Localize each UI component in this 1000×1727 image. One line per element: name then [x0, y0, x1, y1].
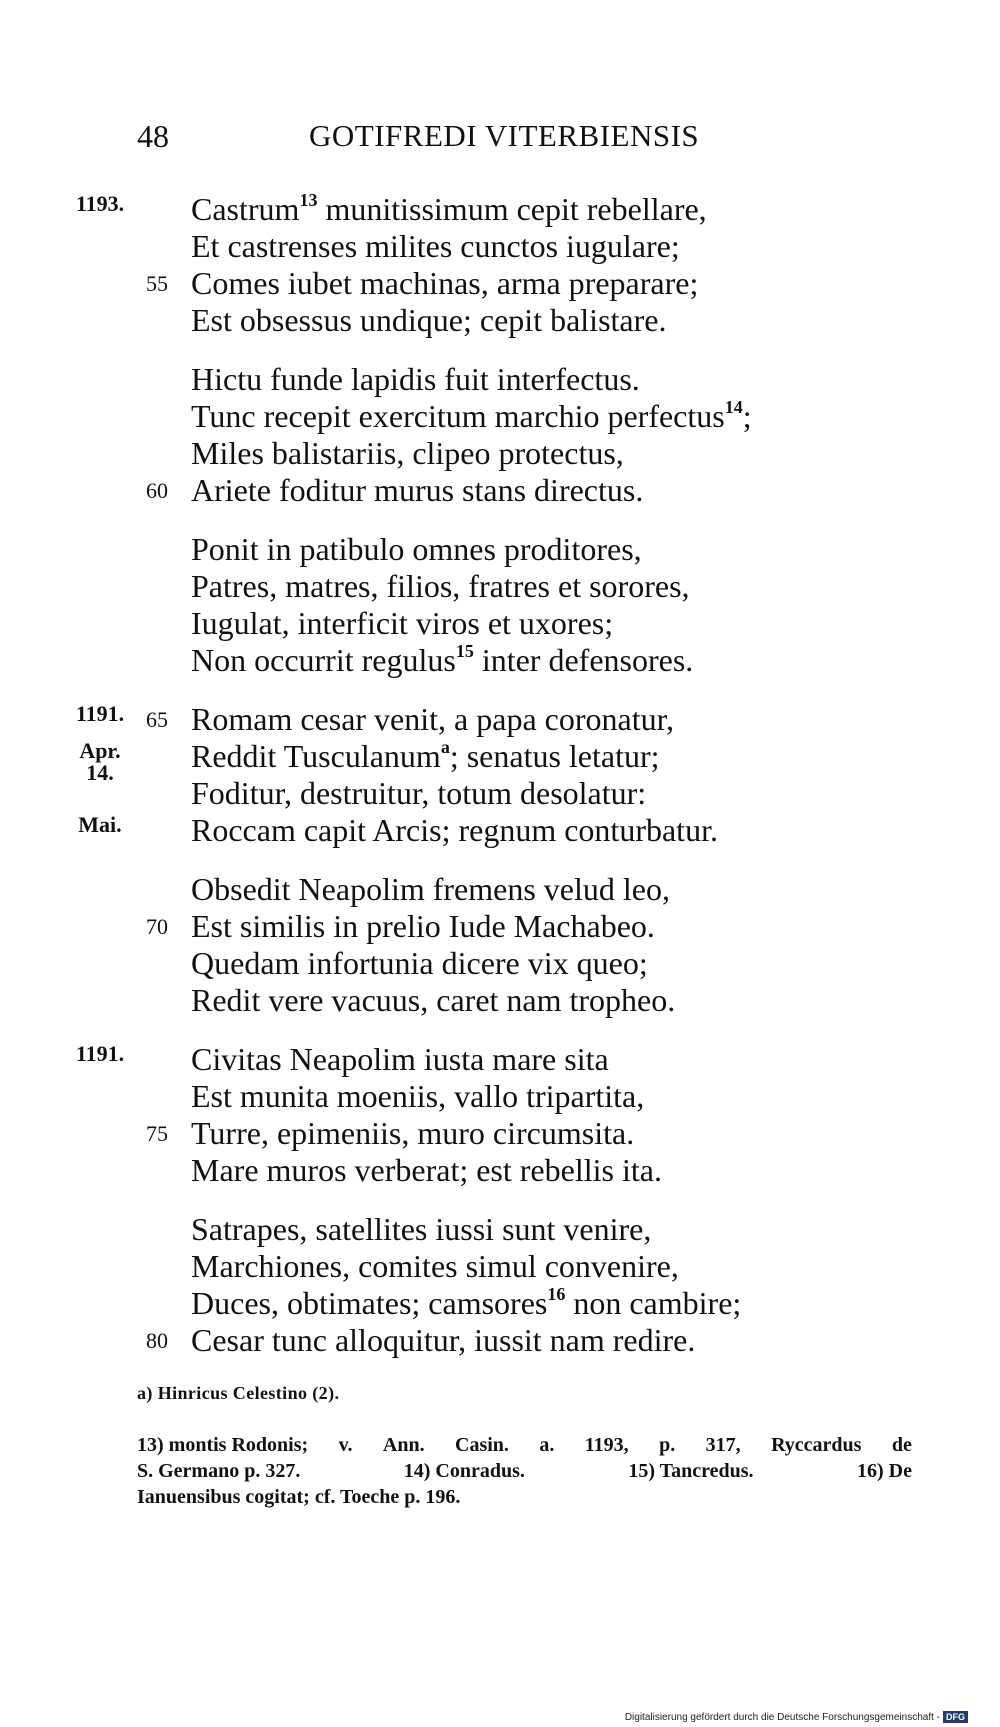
verse-text-line [191, 1248, 679, 1285]
footnote-token: 13) montis Rodonis; [137, 1434, 309, 1456]
verse-line [0, 302, 1000, 339]
marginal-date: Apr. 14. [79, 738, 121, 785]
verse-text-line [191, 775, 646, 812]
verse-line [0, 1285, 1000, 1322]
verse-text-pre: Patres, matres, filios, fratres et sorores, [191, 568, 690, 604]
footnote-text: Ianuensibus cogitat; cf. Toeche p. 196. [137, 1486, 461, 1508]
verse-line [0, 361, 1000, 398]
verse-line [0, 228, 1000, 265]
verse-text-pre: Foditur, destruitur, totum desolatur: [191, 775, 647, 811]
line-number: 80 [146, 1328, 168, 1353]
verse-text-pre: Est obsessus undique; cepit balistare. [191, 302, 667, 338]
verse-text-line [191, 228, 680, 265]
verse-line [0, 701, 1000, 738]
stanza [0, 531, 1000, 679]
page-number: 48 [137, 118, 169, 154]
verse-line [0, 1041, 1000, 1078]
verse-text-pre: Obsedit Neapolim fremens velud leo, [191, 871, 670, 907]
verse-text-pre: Cesar tunc alloquitur, iussit nam redire. [191, 1322, 696, 1358]
verse-line [0, 775, 1000, 812]
footnotes [137, 1432, 912, 1510]
footnote-line-1 [137, 1432, 912, 1458]
footnote-line-3 [137, 1484, 912, 1510]
verse-text-pre: Est munita moeniis, vallo tripartita, [191, 1078, 645, 1114]
line-number: 75 [146, 1121, 168, 1146]
verse-text-post: ; [742, 398, 752, 434]
line-number: 65 [146, 707, 168, 732]
verse-text-pre: Redit vere vacuus, caret nam tropheo. [191, 982, 676, 1018]
footnote-marker: 15 [455, 641, 474, 661]
stanza [0, 871, 1000, 1019]
verse-text-line [191, 191, 707, 228]
verse-text-post: inter defensores. [473, 642, 694, 678]
verse-line [0, 265, 1000, 302]
verse-line [0, 812, 1000, 849]
verse-text-pre: Duces, obtimates; camsores [191, 1285, 548, 1321]
marginal-date: 1191. [75, 1041, 125, 1066]
verse-text-line [191, 1285, 741, 1322]
marginal-date: 1193. [75, 191, 125, 216]
line-number: 60 [146, 478, 168, 503]
footnote-token: de [891, 1434, 912, 1456]
verse-line [0, 605, 1000, 642]
verse-text-line [191, 945, 648, 982]
footnote-token: p. [659, 1434, 676, 1456]
verse-text-line [191, 738, 660, 775]
stanza [0, 361, 1000, 509]
footnote-token: Ann. [382, 1434, 425, 1456]
verse-text-line [191, 435, 624, 472]
verse-text-pre: Ariete foditur murus stans directus. [191, 472, 644, 508]
verse-line [0, 737, 1000, 785]
verse-line [0, 945, 1000, 982]
verse-text-line [191, 701, 674, 738]
verse-text-pre: Satrapes, satellites iussi sunt venire, [191, 1211, 652, 1247]
verse-text-line [191, 871, 670, 908]
verse-text-line [191, 531, 642, 568]
verse-text-pre: Mare muros verberat; est rebellis ita. [191, 1152, 662, 1188]
verse-text-pre: Hictu funde lapidis fuit interfectus. [191, 361, 640, 397]
footnote-token: S. Germano p. 327. [137, 1460, 301, 1482]
line-number: 70 [146, 914, 168, 939]
verse-line [0, 191, 1000, 228]
footnote-token: Ryccardus [771, 1434, 862, 1456]
dfg-logo: DFG [943, 1711, 968, 1723]
verse-text-pre: Miles balistariis, clipeo protectus, [191, 435, 624, 471]
verse-line [0, 472, 1000, 509]
verse-text-pre: Ponit in patibulo omnes proditores, [191, 531, 642, 567]
digitization-credit [625, 1711, 968, 1723]
verse-line [0, 642, 1000, 679]
verse-text-pre: Civitas Neapolim iusta mare sita [191, 1041, 609, 1077]
footnote-token: 14) Conradus. [403, 1460, 525, 1482]
footnote-token: 317, [705, 1434, 741, 1456]
marginal-date: Mai. [78, 812, 122, 837]
footnote-token: a. [539, 1434, 555, 1456]
verse-text-line [191, 1078, 644, 1115]
verse-text-post: non cambire; [565, 1285, 742, 1321]
verse-text-line [191, 1211, 651, 1248]
verse-text-line [191, 605, 613, 642]
credit-text: Digitalisierung gefördert durch die Deutsche Forschungsgemeinschaft - [624, 1711, 940, 1723]
footnote-token: 1193, [584, 1434, 629, 1456]
verse-line [0, 982, 1000, 1019]
verse-text [0, 191, 1000, 1381]
verse-text-line [191, 1152, 662, 1189]
verse-text-line [191, 398, 752, 435]
verse-text-pre: Reddit Tusculanum [191, 738, 441, 774]
footnote-marker: 16 [547, 1284, 566, 1304]
line-number: 55 [146, 271, 168, 296]
stanza [0, 1041, 1000, 1189]
footnote-line-2 [137, 1458, 912, 1484]
verse-text-post: ; senatus letatur; [449, 738, 660, 774]
verse-text-line [191, 982, 675, 1019]
marginal-date: 1191. [75, 701, 125, 726]
stanza [0, 701, 1000, 849]
footnote-marker: 14 [724, 397, 743, 417]
verse-line [0, 871, 1000, 908]
verse-line [0, 1115, 1000, 1152]
verse-text-line [191, 568, 690, 605]
verse-text-pre: Turre, epimeniis, muro circumsita. [191, 1115, 635, 1151]
verse-text-line [191, 642, 693, 679]
verse-line [0, 1152, 1000, 1189]
verse-line [0, 568, 1000, 605]
verse-text-line [191, 265, 698, 302]
verse-line [0, 398, 1000, 435]
running-title: GOTIFREDI VITERBIENSIS [309, 118, 700, 153]
verse-text-line [191, 302, 666, 339]
verse-text-pre: Est similis in prelio Iude Machabeo. [191, 908, 655, 944]
stanza [0, 191, 1000, 339]
verse-text-pre: Comes iubet machinas, arma preparare; [191, 265, 699, 301]
verse-text-pre: Castrum [191, 191, 300, 227]
verse-text-pre: Marchiones, comites simul convenire, [191, 1248, 679, 1284]
verse-text-pre: Roccam capit Arcis; regnum conturbatur. [191, 812, 718, 848]
verse-text-pre: Romam cesar venit, a papa coronatur, [191, 701, 674, 737]
footnote-token: 15) Tancredus. [628, 1460, 754, 1482]
critical-apparatus-note: a) Hinricus Celestino (2). [137, 1383, 340, 1403]
verse-text-line [191, 812, 718, 849]
verse-line [0, 531, 1000, 568]
stanza [0, 1211, 1000, 1359]
verse-line [0, 1211, 1000, 1248]
verse-line [0, 1248, 1000, 1285]
verse-text-pre: Non occurrit regulus [191, 642, 456, 678]
verse-text-line [191, 908, 655, 945]
page-header [0, 118, 1000, 162]
verse-text-pre: Iugulat, interficit viros et uxores; [191, 605, 614, 641]
verse-text-line [191, 472, 643, 509]
verse-text-line [191, 1322, 695, 1359]
verse-line [0, 908, 1000, 945]
verse-text-line [191, 361, 640, 398]
verse-text-pre: Tunc recepit exercitum marchio perfectus [191, 398, 725, 434]
verse-text-line [191, 1041, 609, 1078]
verse-text-post: munitissimum cepit rebellare, [317, 191, 707, 227]
verse-text-pre: Et castrenses milites cunctos iugulare; [191, 228, 680, 264]
verse-line [0, 435, 1000, 472]
footnote-token: v. [338, 1434, 353, 1456]
verse-line [0, 1078, 1000, 1115]
verse-text-line [191, 1115, 634, 1152]
footnote-token: 16) De [856, 1460, 912, 1482]
footnote-marker: 13 [299, 190, 318, 210]
footnote-marker: a [440, 737, 450, 757]
footnote-token: Casin. [455, 1434, 509, 1456]
verse-text-pre: Quedam infortunia dicere vix queo; [191, 945, 648, 981]
verse-line [0, 1322, 1000, 1359]
